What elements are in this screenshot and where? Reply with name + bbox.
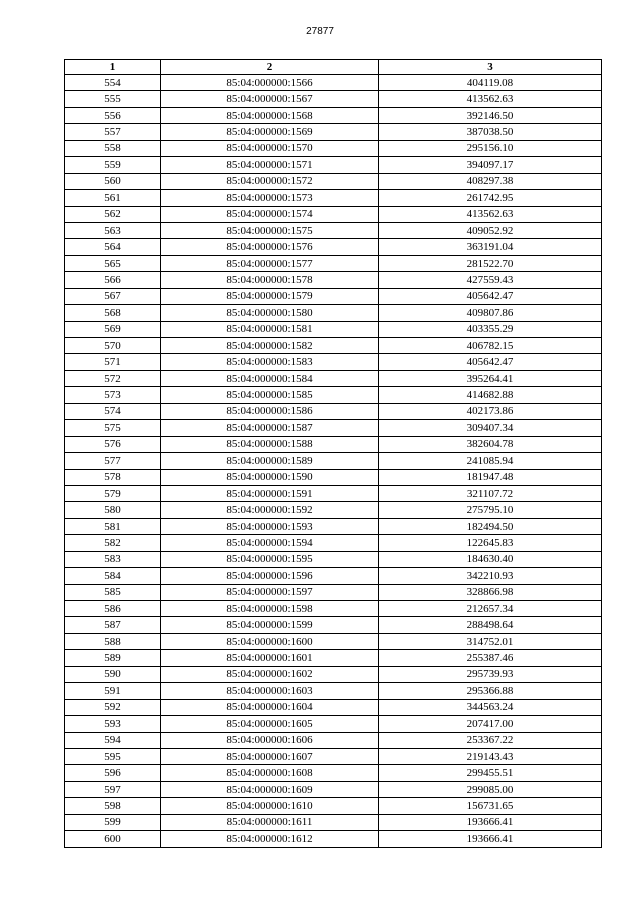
value-cell: 181947.48 [379,469,602,485]
column-header-3: 3 [379,60,602,75]
row-number-cell: 585 [65,584,161,600]
row-number-cell: 587 [65,617,161,633]
table-row [65,173,602,189]
value-cell: 295156.10 [379,140,602,156]
cadastral-number-cell: 85:04:000000:1593 [161,518,379,534]
cadastral-number-cell: 85:04:000000:1608 [161,765,379,781]
row-number-cell: 575 [65,420,161,436]
table-row [65,288,602,304]
value-cell: 344563.24 [379,699,602,715]
row-number-cell: 554 [65,75,161,91]
row-number-cell: 571 [65,354,161,370]
table-row [65,190,602,206]
value-cell: 402173.86 [379,403,602,419]
row-number-cell: 590 [65,666,161,682]
cadastral-number-cell: 85:04:000000:1586 [161,403,379,419]
value-cell: 394097.17 [379,157,602,173]
value-cell: 184630.40 [379,551,602,567]
cadastral-number-cell: 85:04:000000:1590 [161,469,379,485]
cadastral-number-cell: 85:04:000000:1599 [161,617,379,633]
row-number-cell: 594 [65,732,161,748]
value-cell: 387038.50 [379,124,602,140]
table-row [65,124,602,140]
cadastral-number-cell: 85:04:000000:1612 [161,831,379,847]
value-cell: 413562.63 [379,91,602,107]
row-number-cell: 579 [65,485,161,501]
cadastral-number-cell: 85:04:000000:1576 [161,239,379,255]
table-row [65,107,602,123]
row-number-cell: 593 [65,716,161,732]
column-header-1: 1 [65,60,161,75]
value-cell: 212657.34 [379,601,602,617]
cadastral-number-cell: 85:04:000000:1575 [161,222,379,238]
table-row [65,650,602,666]
table-row [65,239,602,255]
row-number-cell: 568 [65,305,161,321]
row-number-cell: 588 [65,633,161,649]
value-cell: 288498.64 [379,617,602,633]
row-number-cell: 565 [65,255,161,271]
cadastral-number-cell: 85:04:000000:1581 [161,321,379,337]
cadastral-number-cell: 85:04:000000:1604 [161,699,379,715]
cadastral-number-cell: 85:04:000000:1589 [161,453,379,469]
value-cell: 182494.50 [379,518,602,534]
table-row [65,831,602,847]
row-number-cell: 570 [65,338,161,354]
value-cell: 342210.93 [379,568,602,584]
table-row [65,535,602,551]
row-number-cell: 596 [65,765,161,781]
cadastral-number-cell: 85:04:000000:1603 [161,683,379,699]
row-number-cell: 561 [65,190,161,206]
row-number-cell: 599 [65,814,161,830]
table-row [65,469,602,485]
page-number: 27877 [306,26,334,37]
value-cell: 241085.94 [379,453,602,469]
table-row [65,798,602,814]
table-row [65,387,602,403]
column-header-2: 2 [161,60,379,75]
value-cell: 328866.98 [379,584,602,600]
cadastral-number-cell: 85:04:000000:1585 [161,387,379,403]
table-row [65,75,602,91]
table-row [65,354,602,370]
value-cell: 156731.65 [379,798,602,814]
table-row [65,748,602,764]
cadastral-number-cell: 85:04:000000:1568 [161,107,379,123]
row-number-cell: 581 [65,518,161,534]
value-cell: 219143.43 [379,748,602,764]
row-number-cell: 586 [65,601,161,617]
value-cell: 207417.00 [379,716,602,732]
table-row [65,781,602,797]
table-row [65,601,602,617]
table-row [65,666,602,682]
value-cell: 395264.41 [379,370,602,386]
value-cell: 413562.63 [379,206,602,222]
table-row [65,633,602,649]
table-row [65,157,602,173]
table-row [65,206,602,222]
value-cell: 405642.47 [379,354,602,370]
row-number-cell: 597 [65,781,161,797]
table-row [65,453,602,469]
row-number-cell: 566 [65,272,161,288]
cadastral-number-cell: 85:04:000000:1592 [161,502,379,518]
cadastral-number-cell: 85:04:000000:1588 [161,436,379,452]
cadastral-number-cell: 85:04:000000:1609 [161,781,379,797]
row-number-cell: 556 [65,107,161,123]
row-number-cell: 584 [65,568,161,584]
table-row [65,716,602,732]
table-row [65,568,602,584]
value-cell: 309407.34 [379,420,602,436]
row-number-cell: 557 [65,124,161,140]
row-number-cell: 564 [65,239,161,255]
table-row [65,338,602,354]
row-number-cell: 567 [65,288,161,304]
value-cell: 427559.43 [379,272,602,288]
value-cell: 382604.78 [379,436,602,452]
row-number-cell: 563 [65,222,161,238]
table-row [65,518,602,534]
value-cell: 314752.01 [379,633,602,649]
cadastral-number-cell: 85:04:000000:1578 [161,272,379,288]
value-cell: 275795.10 [379,502,602,518]
cadastral-number-cell: 85:04:000000:1571 [161,157,379,173]
cadastral-number-cell: 85:04:000000:1597 [161,584,379,600]
cadastral-number-cell: 85:04:000000:1595 [161,551,379,567]
table-row [65,91,602,107]
value-cell: 261742.95 [379,190,602,206]
cadastral-number-cell: 85:04:000000:1580 [161,305,379,321]
value-cell: 295366.88 [379,683,602,699]
cadastral-number-cell: 85:04:000000:1594 [161,535,379,551]
cadastral-number-cell: 85:04:000000:1601 [161,650,379,666]
row-number-cell: 598 [65,798,161,814]
row-number-cell: 580 [65,502,161,518]
row-number-cell: 576 [65,436,161,452]
cadastral-number-cell: 85:04:000000:1611 [161,814,379,830]
cadastral-number-cell: 85:04:000000:1596 [161,568,379,584]
table-row [65,403,602,419]
value-cell: 404119.08 [379,75,602,91]
table-header [65,60,602,75]
value-cell: 295739.93 [379,666,602,682]
table-row [65,370,602,386]
value-cell: 403355.29 [379,321,602,337]
value-cell: 255387.46 [379,650,602,666]
cadastral-number-cell: 85:04:000000:1584 [161,370,379,386]
cadastral-number-cell: 85:04:000000:1591 [161,485,379,501]
header-row [65,60,602,75]
cadastral-number-cell: 85:04:000000:1579 [161,288,379,304]
value-cell: 122645.83 [379,535,602,551]
cadastral-number-cell: 85:04:000000:1602 [161,666,379,682]
row-number-cell: 559 [65,157,161,173]
cadastral-number-cell: 85:04:000000:1607 [161,748,379,764]
table-row [65,272,602,288]
table-row [65,321,602,337]
row-number-cell: 560 [65,173,161,189]
value-cell: 409052.92 [379,222,602,238]
value-cell: 299085.00 [379,781,602,797]
row-number-cell: 572 [65,370,161,386]
table-row [65,765,602,781]
cadastral-number-cell: 85:04:000000:1610 [161,798,379,814]
value-cell: 409807.86 [379,305,602,321]
table-row [65,222,602,238]
row-number-cell: 562 [65,206,161,222]
row-number-cell: 591 [65,683,161,699]
cadastral-number-cell: 85:04:000000:1572 [161,173,379,189]
table-row [65,814,602,830]
table-row [65,617,602,633]
row-number-cell: 578 [65,469,161,485]
cadastral-number-cell: 85:04:000000:1574 [161,206,379,222]
value-cell: 363191.04 [379,239,602,255]
row-number-cell: 592 [65,699,161,715]
row-number-cell: 577 [65,453,161,469]
value-cell: 408297.38 [379,173,602,189]
value-cell: 321107.72 [379,485,602,501]
value-cell: 392146.50 [379,107,602,123]
cadastral-number-cell: 85:04:000000:1605 [161,716,379,732]
table-body [65,75,602,848]
table-row [65,305,602,321]
row-number-cell: 574 [65,403,161,419]
value-cell: 299455.51 [379,765,602,781]
table-row [65,436,602,452]
row-number-cell: 583 [65,551,161,567]
cadastral-number-cell: 85:04:000000:1570 [161,140,379,156]
cadastral-number-cell: 85:04:000000:1587 [161,420,379,436]
row-number-cell: 555 [65,91,161,107]
value-cell: 193666.41 [379,831,602,847]
row-number-cell: 589 [65,650,161,666]
value-cell: 253367.22 [379,732,602,748]
cadastral-number-cell: 85:04:000000:1566 [161,75,379,91]
row-number-cell: 558 [65,140,161,156]
value-cell: 405642.47 [379,288,602,304]
cadastral-number-cell: 85:04:000000:1567 [161,91,379,107]
cadastral-number-cell: 85:04:000000:1600 [161,633,379,649]
table-row [65,732,602,748]
table-row [65,584,602,600]
data-table [64,59,602,848]
table-row [65,551,602,567]
table-row [65,255,602,271]
cadastral-number-cell: 85:04:000000:1606 [161,732,379,748]
value-cell: 193666.41 [379,814,602,830]
value-cell: 281522.70 [379,255,602,271]
cadastral-number-cell: 85:04:000000:1577 [161,255,379,271]
table-row [65,502,602,518]
table-row [65,140,602,156]
table-row [65,683,602,699]
row-number-cell: 600 [65,831,161,847]
row-number-cell: 569 [65,321,161,337]
value-cell: 414682.88 [379,387,602,403]
table-row [65,485,602,501]
cadastral-number-cell: 85:04:000000:1573 [161,190,379,206]
row-number-cell: 595 [65,748,161,764]
cadastral-number-cell: 85:04:000000:1582 [161,338,379,354]
cadastral-number-cell: 85:04:000000:1598 [161,601,379,617]
value-cell: 406782.15 [379,338,602,354]
row-number-cell: 573 [65,387,161,403]
cadastral-number-cell: 85:04:000000:1569 [161,124,379,140]
table-row [65,699,602,715]
table-row [65,420,602,436]
cadastral-number-cell: 85:04:000000:1583 [161,354,379,370]
row-number-cell: 582 [65,535,161,551]
